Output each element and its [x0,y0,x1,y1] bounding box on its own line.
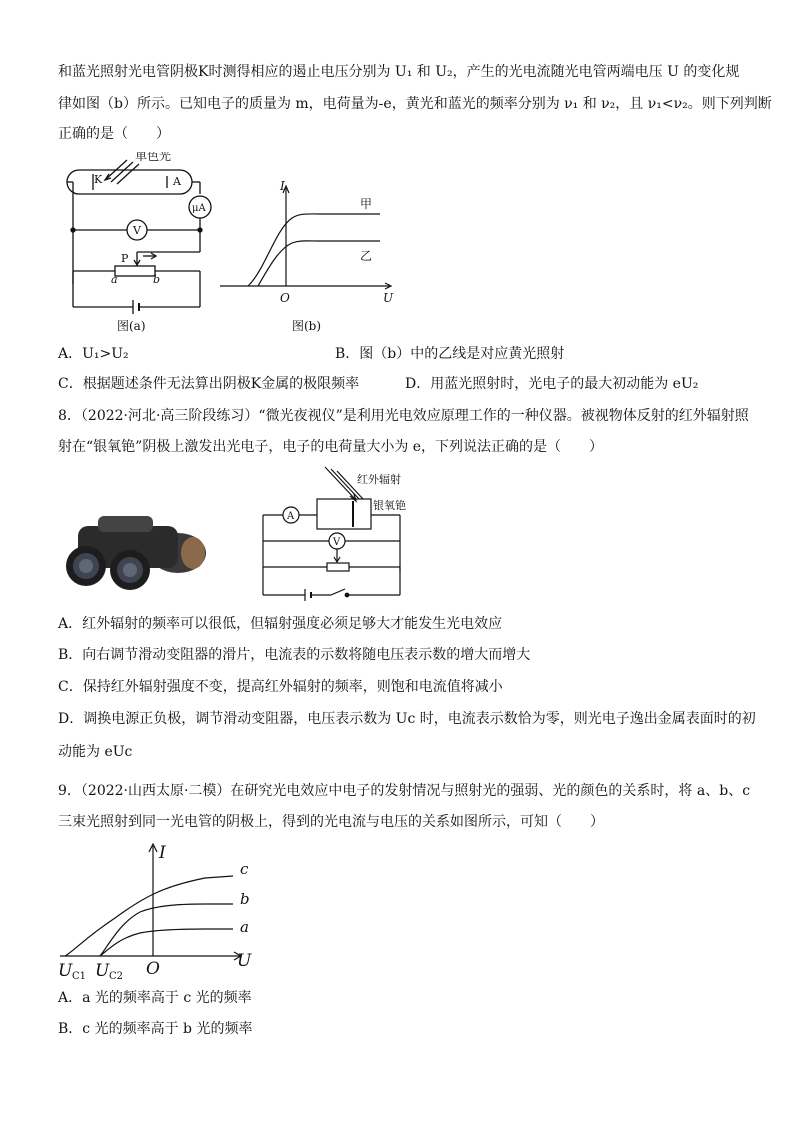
q9-stem-line1: 9．（2022·山西太原·二模）在研究光电效应中电子的发射情况与照射光的强弱、光的颜色的关系时，将 a、b、c [58,783,751,799]
curve-c-label: c [240,860,249,878]
q7-option-b: B．图（b）中的乙线是对应黄光照射 [335,346,565,362]
curve-jia-label: 甲 [360,197,373,211]
axis-I-label: I [159,843,166,863]
q9-option-a: A．a 光的频率高于 c 光的频率 [58,990,252,1006]
label-b: b [153,273,161,286]
q8-stem-line2: 射在“银氧铯”阴极上激发出光电子，电子的电荷量大小为 e，下列说法正确的是（ ） [58,439,604,455]
q7-option-c: C．根据题述条件无法算出阴极K金属的极限频率 [58,376,360,392]
axis-I-label: I [280,180,285,193]
voltmeter-label: V [333,537,341,548]
uc1-subscript: C1 [72,971,87,982]
ammeter-label: A [287,511,295,522]
label-microammeter: μA [192,203,206,214]
label-a: a [111,273,118,286]
q7-stem-line3: 正确的是（ ） [58,126,170,142]
origin-label: O [280,291,290,305]
curve-yi-label: 乙 [360,249,373,263]
ir-label: 红外辐射 [357,473,401,486]
figure-b-caption: 图(b) [292,319,322,333]
axis-U-label: U [237,951,252,971]
q7-figure-b-graph [220,180,400,335]
q7-option-a: A．U₁>U₂ [58,346,129,362]
label-K: K [94,173,103,186]
q9-stem-line2: 三束光照射到同一光电管的阴极上，得到的光电流与电压的关系如图所示，可知（ ） [58,814,604,830]
night-vision-goggles-image [58,508,208,598]
q8-option-d-line2: 动能为 eUc [58,744,133,760]
q7-option-d: D．用蓝光照射时，光电子的最大初动能为 eU₂ [405,376,699,392]
curve-a-label: a [240,918,249,936]
axis-U-label: U [383,291,394,305]
cathode-label: 银氧铯 [373,499,406,512]
uc2-subscript: C2 [109,971,124,982]
figure-a-caption: 图(a) [117,319,146,333]
label-A: A [173,175,181,188]
uc2-label: U [95,961,110,981]
q7-figure-a-circuit [55,152,225,337]
curve-b-label: b [240,890,250,908]
q8-stem-line1: 8．（2022·河北·高三阶段练习）“微光夜视仪”是利用光电效应原理工作的一种仪器。被视物体反射的红外辐射照 [58,408,749,424]
origin-label: O [146,959,160,979]
label-P: P [121,252,129,265]
q8-option-d-line1: D．调换电源正负极，调节滑动变阻器，电压表示数为 Uc 时，电流表示数恰为零，则光电子逸出金属表面时的初 [58,711,756,727]
q7-stem-line1: 和蓝光照射光电管阴极K时测得相应的遏止电压分别为 U₁ 和 U₂，产生的光电流随光电管两端电压 U 的变化规 [58,64,740,80]
q7-stem-line2: 律如图（b）所示。已知电子的质量为 m，电荷量为-e，黄光和蓝光的频率分别为 ν₁ 和 ν₂，且 ν₁<ν₂。则下列判断 [58,96,772,112]
q9-option-b: B．c 光的频率高于 b 光的频率 [58,1021,253,1037]
q9-iu-graph [55,838,275,983]
uc1-label: U [58,961,73,981]
q8-option-a: A．红外辐射的频率可以很低，但辐射强度必须足够大才能发生光电效应 [58,616,503,632]
q8-option-c: C．保持红外辐射强度不变，提高红外辐射的频率，则饱和电流值将减小 [58,679,503,695]
q8-option-b: B．向右调节滑动变阻器的滑片，电流表的示数将随电压表示数的增大而增大 [58,647,531,663]
light-label: 单色光 [135,152,172,163]
label-voltmeter: V [133,224,141,237]
q8-circuit-figure [255,465,415,605]
